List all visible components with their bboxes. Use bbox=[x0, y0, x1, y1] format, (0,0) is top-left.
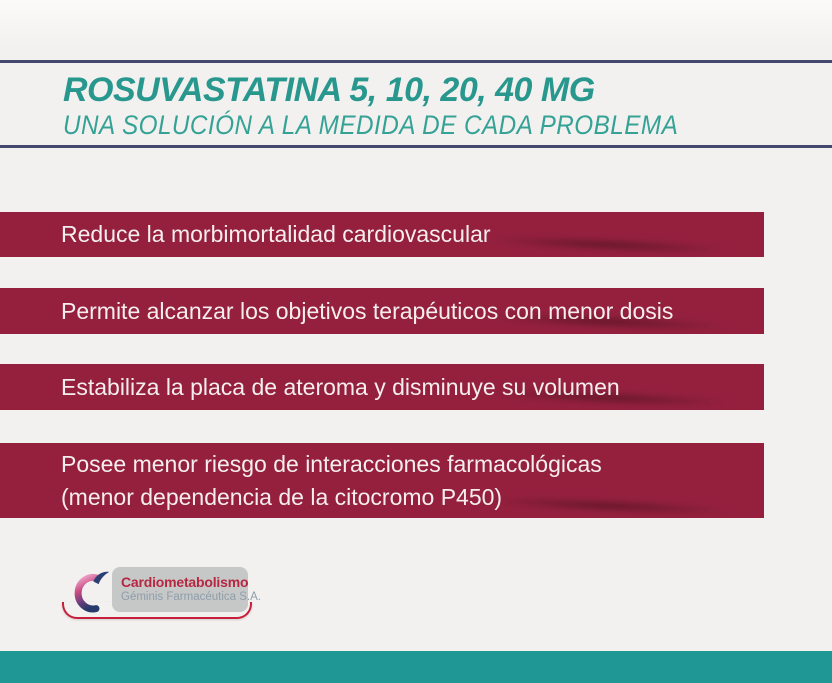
page-subtitle: UNA SOLUCIÓN A LA MEDIDA DE CADA PROBLEMA bbox=[63, 110, 679, 140]
logo-text-box bbox=[112, 567, 261, 612]
company-logo bbox=[62, 559, 261, 619]
header-bottom-rule bbox=[0, 145, 832, 148]
heart-swoosh-icon bbox=[68, 570, 110, 614]
banner-text: Permite alcanzar los objetivos terapéuticos con menor dosis bbox=[61, 297, 674, 324]
benefit-banner bbox=[0, 443, 764, 518]
logo-company-name: Géminis Farmacéutica S.A. bbox=[121, 591, 261, 603]
logo-brand-name: Cardiometabolismo bbox=[121, 574, 249, 590]
banner-text: Estabiliza la placa de ateroma y disminuye su volumen bbox=[61, 373, 620, 400]
banner-text: Reduce la morbimortalidad cardiovascular bbox=[61, 221, 491, 247]
page-title: ROSUVASTATINA 5, 10, 20, 40 MG bbox=[63, 71, 595, 109]
benefit-banner bbox=[0, 364, 764, 410]
benefit-banner bbox=[0, 288, 764, 334]
benefit-banner bbox=[0, 212, 764, 257]
footer-bar bbox=[0, 651, 832, 683]
banner-text: Posee menor riesgo de interacciones farmacológicas bbox=[61, 450, 602, 477]
banner-text: (menor dependencia de la citocromo P450) bbox=[61, 483, 503, 510]
header-top-rule bbox=[0, 60, 832, 63]
